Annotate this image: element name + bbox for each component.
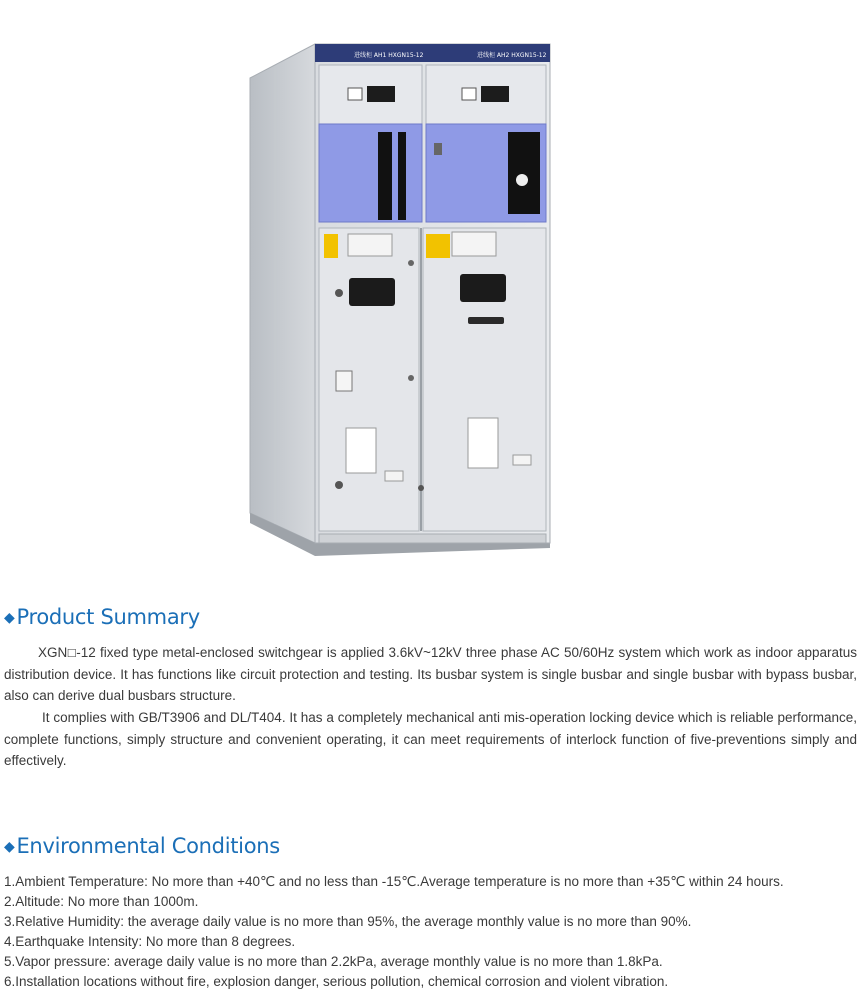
environmental-conditions-list (4, 872, 784, 992)
summary-paragraph-2: It complies with GB/T3906 and DL/T404. It has a completely mechanical anti mis-operation locking device which is reliable performance, complete functions, simply structure and convenient operating, it can meet requirements of interlock function of five-preventions simply and effectively. (4, 710, 857, 768)
environmental-conditions-heading (4, 834, 280, 858)
list-item: 1.Ambient Temperature: No more than +40℃ and no less than -15℃.Average temperature is no more than +35℃ within 24 hours. (4, 874, 784, 889)
panel-label-left: 进线柜 AH1 HXGN15-12 (354, 52, 424, 59)
list-item: 5.Vapor pressure: average daily value is no more than 2.2kPa, average monthly value is no more than 1.8kPa. (4, 954, 663, 969)
list-item: 4.Earthquake Intensity: No more than 8 degrees. (4, 934, 296, 949)
product-summary-title: Product Summary (16, 605, 200, 629)
list-item: 3.Relative Humidity: the average daily value is no more than 95%, the average monthly value is no more than 90%. (4, 914, 692, 929)
diamond-bullet-icon: ◆ (4, 839, 15, 855)
panel-label-right: 进线柜 AH2 HXGN15-12 (477, 52, 547, 59)
diamond-bullet-icon: ◆ (4, 610, 15, 626)
switchgear-image (230, 38, 560, 568)
summary-paragraph-1: XGN□-12 fixed type metal-enclosed switchgear is applied 3.6kV~12kV three phase AC 50/60Hz system which work as indoor apparatus distribution device. It has functions like circuit protection and testing. Its busbar system is single busbar and single busbar with bypass busbar, also can derive dual busbars structure. (4, 645, 857, 703)
product-summary-heading (4, 605, 200, 629)
environmental-conditions-title: Environmental Conditions (16, 834, 280, 858)
list-item: 6.Installation locations without fire, explosion danger, serious pollution, chemical corrosion and violent vibration. (4, 974, 669, 989)
list-item: 2.Altitude: No more than 1000m. (4, 894, 199, 909)
product-photo (230, 38, 560, 568)
